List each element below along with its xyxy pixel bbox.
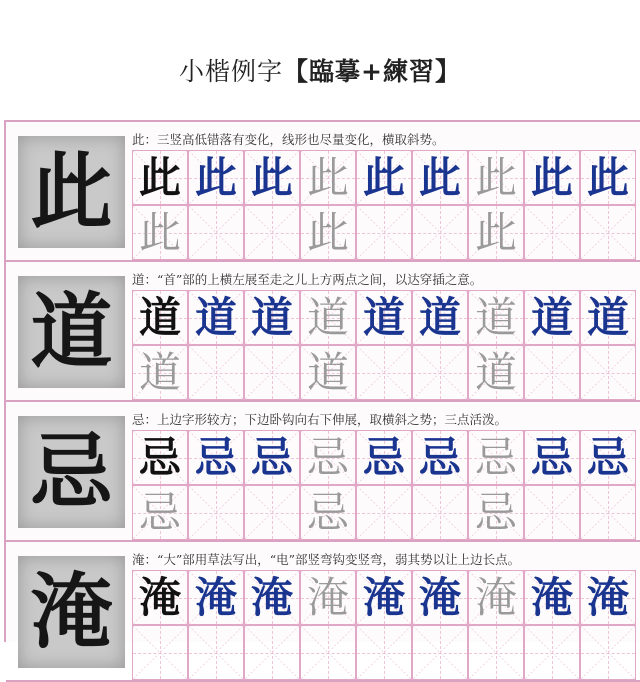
practice-char: 道 — [474, 292, 517, 342]
grid-cell[interactable] — [300, 430, 356, 485]
practice-char: 道 — [474, 347, 517, 397]
grid-cell[interactable] — [468, 150, 524, 205]
grid-cell[interactable] — [188, 205, 244, 260]
practice-char: 此 — [194, 152, 237, 202]
practice-char: 忌 — [362, 432, 405, 482]
grid-cell[interactable] — [412, 570, 468, 625]
grid-cell[interactable] — [524, 625, 580, 680]
grid-cell[interactable] — [300, 570, 356, 625]
grid-cell[interactable] — [524, 345, 580, 400]
grid-cell[interactable] — [412, 485, 468, 540]
practice-char: 淹 — [194, 572, 237, 622]
practice-char: 淹 — [474, 572, 517, 622]
grid-cell[interactable] — [468, 625, 524, 680]
grid-cell[interactable] — [580, 150, 636, 205]
rubbing-sample — [18, 276, 125, 388]
grid-cell[interactable] — [188, 345, 244, 400]
practice-char: 忌 — [194, 432, 237, 482]
practice-char: 淹 — [138, 572, 181, 622]
practice-char: 忌 — [474, 487, 517, 537]
title-suffix: 【臨摹+練習】 — [283, 57, 461, 86]
grid-cell[interactable] — [580, 345, 636, 400]
grid-cell[interactable] — [524, 485, 580, 540]
practice-char: 此 — [138, 207, 181, 257]
grid-cell[interactable] — [244, 205, 300, 260]
grid-cell[interactable] — [580, 430, 636, 485]
practice-char: 忌 — [138, 487, 181, 537]
practice-char: 忌 — [306, 487, 349, 537]
grid-cell[interactable] — [524, 570, 580, 625]
grid-cell[interactable] — [188, 485, 244, 540]
practice-char: 此 — [250, 152, 293, 202]
practice-char: 忌 — [250, 432, 293, 482]
grid-cell[interactable] — [580, 625, 636, 680]
grid-cell[interactable] — [132, 485, 188, 540]
practice-char: 忌 — [418, 432, 461, 482]
rubbing-sample — [18, 556, 125, 668]
grid-cell[interactable] — [356, 345, 412, 400]
grid-cell[interactable] — [580, 570, 636, 625]
grid-cell[interactable] — [412, 150, 468, 205]
grid-cell[interactable] — [300, 485, 356, 540]
grid-cell[interactable] — [300, 345, 356, 400]
grid-cell[interactable] — [412, 205, 468, 260]
grid-cell[interactable] — [188, 570, 244, 625]
grid-cell[interactable] — [244, 430, 300, 485]
grid-cell[interactable] — [580, 205, 636, 260]
practice-char: 淹 — [250, 572, 293, 622]
practice-char: 此 — [138, 152, 181, 202]
grid-cell[interactable] — [524, 205, 580, 260]
grid-cell[interactable] — [300, 150, 356, 205]
grid-cell[interactable] — [412, 290, 468, 345]
practice-char: 淹 — [418, 572, 461, 622]
grid-cell[interactable] — [412, 625, 468, 680]
stroke-note: 道：“首”部的上横左展至走之儿上方两点之间，以达穿插之意。 — [132, 272, 483, 287]
practice-row — [6, 262, 640, 402]
grid-cell[interactable] — [356, 205, 412, 260]
practice-row — [6, 402, 640, 542]
grid-cell[interactable] — [244, 345, 300, 400]
grid-cell[interactable] — [132, 430, 188, 485]
grid-cell[interactable] — [468, 485, 524, 540]
rubbing-char: 道 — [30, 284, 113, 380]
grid-cell[interactable] — [356, 430, 412, 485]
grid-cell[interactable] — [524, 150, 580, 205]
grid-cell[interactable] — [524, 430, 580, 485]
practice-char: 忌 — [474, 432, 517, 482]
grid-cell[interactable] — [244, 150, 300, 205]
practice-char: 此 — [586, 152, 629, 202]
title-prefix: 小楷例字 — [179, 57, 284, 86]
practice-char: 此 — [474, 152, 517, 202]
practice-char: 道 — [362, 292, 405, 342]
grid-cell[interactable] — [356, 625, 412, 680]
practice-char: 道 — [306, 347, 349, 397]
practice-char: 道 — [138, 347, 181, 397]
rubbing-char: 忌 — [30, 424, 113, 520]
rubbing-sample — [18, 416, 125, 528]
grid-cell[interactable] — [468, 290, 524, 345]
practice-char: 道 — [250, 292, 293, 342]
practice-char: 忌 — [586, 432, 629, 482]
grid-cell[interactable] — [244, 485, 300, 540]
practice-row — [6, 122, 640, 262]
rubbing-char: 此 — [30, 144, 113, 240]
grid-cell[interactable] — [244, 570, 300, 625]
grid-cell[interactable] — [244, 290, 300, 345]
grid-cell[interactable] — [356, 150, 412, 205]
practice-char: 淹 — [530, 572, 573, 622]
grid-cell[interactable] — [132, 345, 188, 400]
grid-cell[interactable] — [412, 345, 468, 400]
practice-grid — [132, 570, 636, 680]
practice-char: 此 — [362, 152, 405, 202]
practice-char: 忌 — [138, 432, 181, 482]
grid-cell[interactable] — [132, 150, 188, 205]
practice-char: 淹 — [586, 572, 629, 622]
grid-cell[interactable] — [244, 625, 300, 680]
practice-char: 淹 — [306, 572, 349, 622]
grid-cell[interactable] — [524, 290, 580, 345]
grid-cell[interactable] — [300, 625, 356, 680]
grid-cell[interactable] — [468, 345, 524, 400]
practice-row — [6, 542, 640, 682]
practice-char: 忌 — [530, 432, 573, 482]
grid-cell[interactable] — [132, 625, 188, 680]
page-title — [0, 52, 640, 88]
stroke-note: 此：三竖高低错落有变化，线形也尽量变化，横取斜势。 — [132, 132, 445, 147]
grid-cell[interactable] — [188, 625, 244, 680]
practice-char: 道 — [138, 292, 181, 342]
stroke-note: 淹：“大”部用草法写出，“电”部竖弯钩变竖弯，弱其势以让上边长点。 — [132, 552, 521, 567]
practice-char: 道 — [194, 292, 237, 342]
practice-char: 忌 — [306, 432, 349, 482]
practice-grid — [132, 150, 636, 260]
grid-cell[interactable] — [580, 485, 636, 540]
grid-cell[interactable] — [300, 205, 356, 260]
practice-char: 道 — [530, 292, 573, 342]
practice-char: 此 — [530, 152, 573, 202]
grid-cell[interactable] — [300, 290, 356, 345]
grid-cell[interactable] — [468, 205, 524, 260]
practice-char: 此 — [306, 207, 349, 257]
grid-cell[interactable] — [188, 150, 244, 205]
practice-char: 此 — [306, 152, 349, 202]
rubbing-char: 淹 — [30, 564, 113, 660]
practice-grid — [132, 290, 636, 400]
practice-char: 道 — [306, 292, 349, 342]
stroke-note: 忌：上边字形较方；下边卧钩向右下伸展，取横斜之势；三点活泼。 — [132, 412, 508, 427]
rubbing-sample — [18, 136, 125, 248]
grid-cell[interactable] — [132, 570, 188, 625]
grid-cell[interactable] — [132, 205, 188, 260]
grid-cell[interactable] — [468, 570, 524, 625]
practice-char: 此 — [474, 207, 517, 257]
practice-sheet — [4, 120, 640, 660]
grid-cell[interactable] — [580, 290, 636, 345]
grid-cell[interactable] — [188, 430, 244, 485]
practice-grid — [132, 430, 636, 540]
grid-cell[interactable] — [188, 290, 244, 345]
grid-cell[interactable] — [132, 290, 188, 345]
grid-cell[interactable] — [356, 290, 412, 345]
grid-cell[interactable] — [356, 570, 412, 625]
grid-cell[interactable] — [468, 430, 524, 485]
practice-char: 道 — [586, 292, 629, 342]
practice-char: 此 — [418, 152, 461, 202]
practice-char: 道 — [418, 292, 461, 342]
grid-cell[interactable] — [412, 430, 468, 485]
practice-char: 淹 — [362, 572, 405, 622]
grid-cell[interactable] — [356, 485, 412, 540]
